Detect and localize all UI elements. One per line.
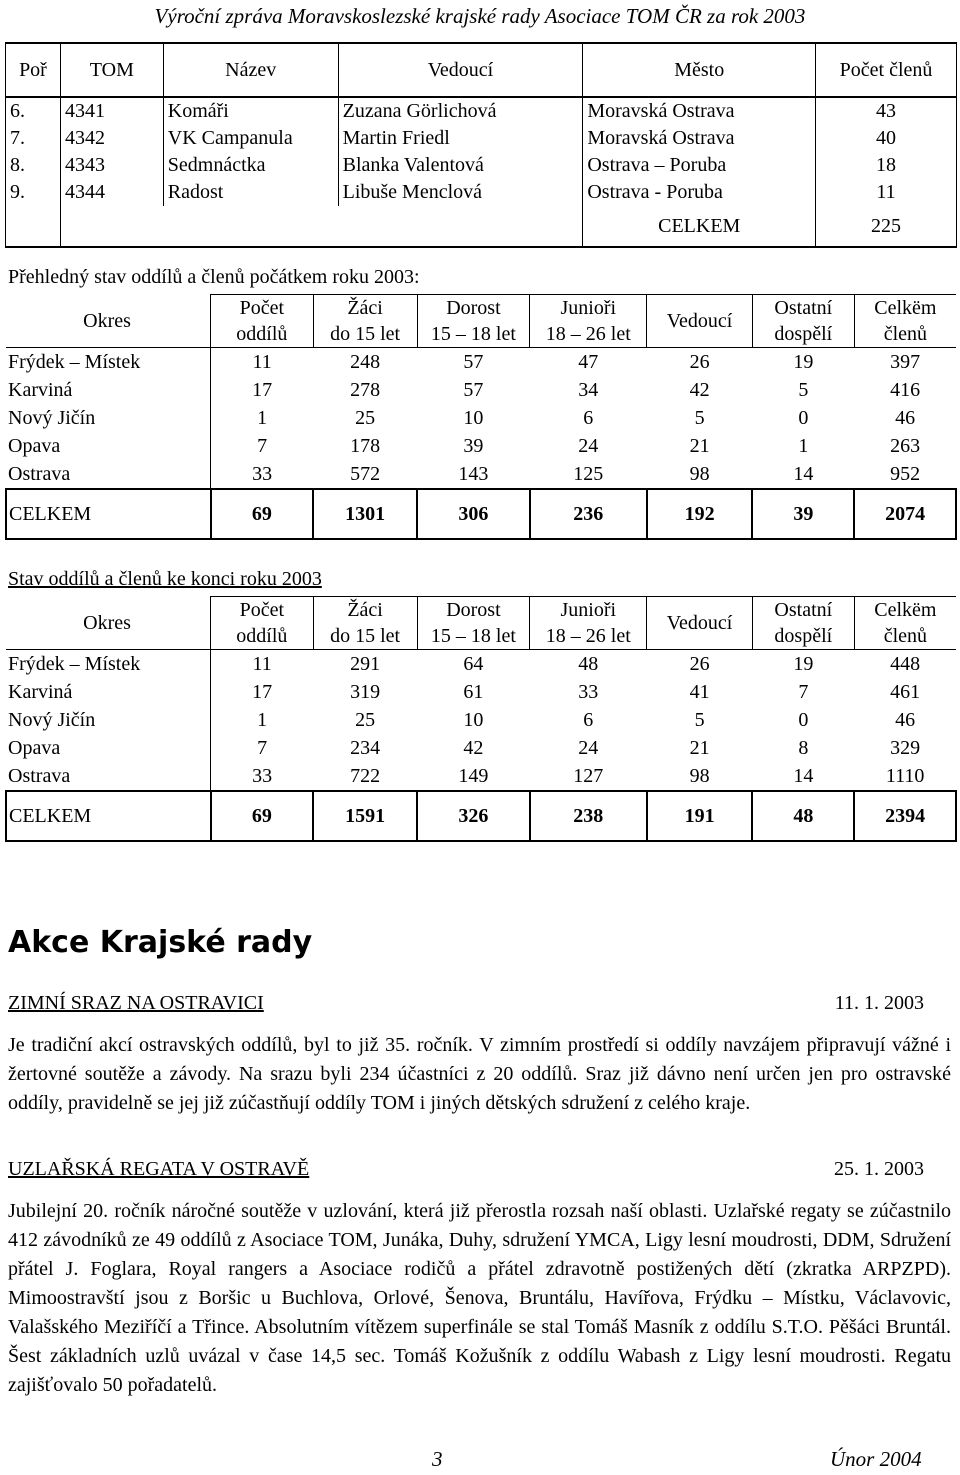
table-row	[6, 650, 956, 679]
table-row	[6, 734, 956, 762]
col-header-pocet-sub: oddílů	[211, 321, 314, 348]
total-cell: 326	[417, 791, 530, 841]
stat-cell: 416	[890, 378, 921, 401]
district-name: Opava	[6, 432, 211, 460]
stat-cell: 178	[350, 434, 381, 457]
stat-cell: 127	[573, 764, 604, 787]
total-label: CELKEM	[6, 489, 211, 539]
stat-cell: 10	[463, 406, 484, 429]
tom-number: 4342	[60, 125, 163, 152]
stat-cell: 46	[895, 708, 916, 731]
page-number: 3	[432, 1447, 443, 1471]
col-header-mesto: Město	[583, 43, 816, 97]
leader-name: Zuzana Görlichová	[338, 97, 583, 125]
table-row	[6, 152, 957, 179]
stat-cell: 0	[798, 708, 809, 731]
col-header-por: Poř	[6, 43, 61, 97]
unit-name: Radost	[163, 179, 338, 206]
stats-header-top	[6, 597, 956, 624]
col-header-vedouci: Vedoucí	[647, 597, 753, 650]
table-row	[6, 404, 956, 432]
stat-cell: 48	[578, 652, 599, 675]
table-row	[6, 762, 956, 791]
stat-cell: 14	[793, 462, 814, 485]
stat-cell: 125	[573, 462, 604, 485]
total-cell: 69	[211, 791, 314, 841]
stat-cell: 6	[583, 708, 594, 731]
total-cell: 192	[647, 489, 753, 539]
unit-name: Komáři	[163, 97, 338, 125]
leader-name: Blanka Valentová	[338, 152, 583, 179]
col-header-nazev: Název	[163, 43, 338, 97]
district-name: Nový Jičín	[6, 404, 211, 432]
stat-cell: 7	[798, 680, 809, 703]
stat-cell: 21	[689, 736, 710, 759]
district-name: Ostrava	[6, 762, 211, 791]
col-header-zaci: Žáci	[313, 295, 417, 322]
col-header-pocet: Počet	[211, 295, 314, 322]
col-header-celkem: Celkëm	[854, 597, 956, 624]
member-count: 18	[816, 152, 957, 179]
stat-cell: 24	[578, 434, 599, 457]
col-header-okres: Okres	[6, 597, 211, 650]
col-header-dorost: Dorost	[417, 597, 530, 624]
units-total-value: 225	[816, 206, 957, 247]
stat-cell: 41	[689, 680, 710, 703]
stat-cell: 42	[463, 736, 484, 759]
stat-cell: 5	[798, 378, 809, 401]
stat-cell: 263	[890, 434, 921, 457]
table-row	[6, 179, 957, 206]
stat-cell: 11	[252, 350, 272, 373]
col-header-juniori-sub: 18 – 26 let	[530, 623, 647, 650]
document-header-title: Výroční zpráva Moravskoslezské krajské rady Asociace TOM ČR za rok 2003	[154, 4, 806, 28]
col-header-zaci-sub: do 15 let	[313, 623, 417, 650]
stat-cell: 21	[689, 434, 710, 457]
stat-cell: 46	[895, 406, 916, 429]
stat-cell: 291	[350, 652, 381, 675]
stat-cell: 39	[463, 434, 484, 457]
col-header-pocet-sub: oddílů	[211, 623, 314, 650]
district-name: Nový Jičín	[6, 706, 211, 734]
stat-cell: 33	[578, 680, 599, 703]
stat-cell: 17	[252, 378, 273, 401]
col-header-dorost-sub: 15 – 18 let	[417, 321, 530, 348]
stat-cell: 149	[458, 764, 489, 787]
stat-cell: 57	[463, 378, 484, 401]
stat-cell: 26	[689, 652, 710, 675]
col-header-dorost-sub: 15 – 18 let	[417, 623, 530, 650]
stat-cell: 26	[689, 350, 710, 373]
table-row	[6, 376, 956, 404]
stats-total-row	[6, 791, 956, 841]
stat-cell: 61	[463, 680, 484, 703]
col-header-okres: Okres	[6, 295, 211, 348]
stat-cell: 1110	[885, 764, 925, 787]
city-name: Moravská Ostrava	[583, 125, 816, 152]
row-number: 8.	[6, 152, 61, 179]
total-cell: 238	[530, 791, 647, 841]
stat-cell: 448	[890, 652, 921, 675]
total-cell: 306	[417, 489, 530, 539]
table-row	[6, 460, 956, 489]
stat-cell: 25	[355, 406, 376, 429]
district-name: Frýdek – Místek	[6, 348, 211, 377]
stats-header-top	[6, 295, 956, 322]
footer-date: Únor 2004	[830, 1447, 922, 1471]
units-total-row	[6, 206, 957, 247]
col-header-juniori: Junioři	[530, 597, 647, 624]
col-header-vedouci: Vedoucí	[647, 295, 753, 348]
total-cell: 69	[211, 489, 314, 539]
tom-number: 4343	[60, 152, 163, 179]
col-header-ostatni: Ostatní	[752, 295, 854, 322]
stat-cell: 24	[578, 736, 599, 759]
table-row	[6, 125, 957, 152]
row-number: 6.	[6, 97, 61, 125]
stats-total-row	[6, 489, 956, 539]
units-table	[5, 42, 957, 248]
col-header-pocet: Počet	[211, 597, 314, 624]
col-header-celkem-sub: členů	[854, 321, 956, 348]
stat-cell: 25	[355, 708, 376, 731]
district-name: Karviná	[6, 678, 211, 706]
district-name: Karviná	[6, 376, 211, 404]
event-date: 25. 1. 2003	[834, 1158, 924, 1180]
leader-name: Libuše Menclová	[338, 179, 583, 206]
stat-cell: 14	[793, 764, 814, 787]
total-cell: 191	[647, 791, 753, 841]
stat-cell: 143	[458, 462, 489, 485]
total-cell: 1591	[313, 791, 417, 841]
stat-cell: 248	[350, 350, 381, 373]
stat-cell: 0	[798, 406, 809, 429]
table-row	[6, 348, 956, 377]
stat-cell: 278	[350, 378, 381, 401]
start-stats-table	[5, 294, 957, 540]
event-title: ZIMNÍ SRAZ NA OSTRAVICI	[8, 992, 264, 1014]
stat-cell: 10	[463, 708, 484, 731]
stat-cell: 5	[694, 708, 705, 731]
section-heading: Akce Krajské rady	[8, 925, 313, 960]
unit-name: Sedmnáctka	[163, 152, 338, 179]
stat-cell: 34	[578, 378, 599, 401]
units-total-label: CELKEM	[583, 206, 816, 247]
event-description: Jubilejní 20. ročník náročné soutěže v uzlování, která již přerostla rozsah naší oblasti. Uzlařské regaty se zúčastnilo 412 závodníků ze 49 oddílů z Asociace TOM, Junáka, Duhy, sdružení YMCA, Ligy lesní moudrosti, DDM, Sdružení přátel J. Foglara, Royal rangers a Asociace rodičů a přátel zdravotně postižených dětí (zkratka ARPZPD). Mimoostravští jsou z Boršic u Buchlova, Orlové, Šenova, Bruntálu, Havířova, Frýdku – Místku, Václavovic, Valašského Meziříčí a Třince. Absolutním vítězem superfinále se stal Tomáš Masník z oddílu S.T.O. Pěšáci Bruntál. Šest základních uzlů uvázal v čase 14,5 sec. Tomáš Kožušník z oddílu Wabash z Ligy lesní moudrosti. Regatu zajišťovalo 50 pořadatelů.	[8, 1200, 951, 1396]
stat-cell: 1	[257, 708, 268, 731]
stat-cell: 7	[257, 736, 268, 759]
member-count: 43	[816, 97, 957, 125]
member-count: 11	[816, 179, 957, 206]
leader-name: Martin Friedl	[338, 125, 583, 152]
col-header-juniori: Junioři	[530, 295, 647, 322]
stat-cell: 19	[793, 350, 814, 373]
district-name: Ostrava	[6, 460, 211, 489]
tom-number: 4341	[60, 97, 163, 125]
table-row	[6, 678, 956, 706]
units-table-header	[6, 43, 957, 97]
row-number: 7.	[6, 125, 61, 152]
stat-cell: 33	[252, 462, 273, 485]
stat-cell: 1	[798, 434, 809, 457]
total-cell: 236	[530, 489, 647, 539]
tom-number: 4344	[60, 179, 163, 206]
city-name: Ostrava - Poruba	[583, 179, 816, 206]
stat-cell: 17	[252, 680, 273, 703]
table-row	[6, 432, 956, 460]
stat-cell: 952	[890, 462, 921, 485]
city-name: Ostrava – Poruba	[583, 152, 816, 179]
stat-cell: 572	[350, 462, 381, 485]
stat-cell: 397	[890, 350, 921, 373]
col-header-ostatni-sub: dospělí	[752, 321, 854, 348]
unit-name: VK Campanula	[163, 125, 338, 152]
col-header-tom: TOM	[60, 43, 163, 97]
start-stats-label: Přehledný stav oddílů a členů počátkem roku 2003:	[8, 266, 420, 288]
total-cell: 1301	[313, 489, 417, 539]
stat-cell: 5	[694, 406, 705, 429]
stat-cell: 8	[798, 736, 809, 759]
col-header-dorost: Dorost	[417, 295, 530, 322]
event-date: 11. 1. 2003	[834, 992, 924, 1014]
total-label: CELKEM	[6, 791, 211, 841]
city-name: Moravská Ostrava	[583, 97, 816, 125]
member-count: 40	[816, 125, 957, 152]
stat-cell: 11	[252, 652, 272, 675]
total-cell: 2074	[854, 489, 956, 539]
col-header-ostatni-sub: dospělí	[752, 623, 854, 650]
stat-cell: 461	[890, 680, 921, 703]
col-header-pocet-clenu: Počet členů	[816, 43, 957, 97]
col-header-ostatni: Ostatní	[752, 597, 854, 624]
stat-cell: 98	[689, 764, 710, 787]
stat-cell: 6	[583, 406, 594, 429]
event-title: UZLAŘSKÁ REGATA V OSTRAVĚ	[8, 1158, 310, 1180]
stat-cell: 19	[793, 652, 814, 675]
stat-cell: 329	[890, 736, 921, 759]
stat-cell: 42	[689, 378, 710, 401]
stat-cell: 57	[463, 350, 484, 373]
total-cell: 2394	[854, 791, 956, 841]
stat-cell: 234	[350, 736, 381, 759]
table-row	[6, 706, 956, 734]
stat-cell: 7	[257, 434, 268, 457]
district-name: Opava	[6, 734, 211, 762]
total-cell: 48	[752, 791, 854, 841]
stat-cell: 64	[463, 652, 484, 675]
stat-cell: 722	[350, 764, 381, 787]
table-row	[6, 97, 957, 125]
stat-cell: 319	[350, 680, 381, 703]
row-number: 9.	[6, 179, 61, 206]
col-header-juniori-sub: 18 – 26 let	[530, 321, 647, 348]
end-stats-table	[5, 596, 957, 842]
col-header-zaci-sub: do 15 let	[313, 321, 417, 348]
end-stats-label: Stav oddílů a členů ke konci roku 2003	[8, 568, 322, 590]
col-header-zaci: Žáci	[313, 597, 417, 624]
stat-cell: 47	[578, 350, 599, 373]
total-cell: 39	[752, 489, 854, 539]
col-header-vedouci: Vedoucí	[338, 43, 583, 97]
col-header-celkem-sub: členů	[854, 623, 956, 650]
stat-cell: 98	[689, 462, 710, 485]
district-name: Frýdek – Místek	[6, 650, 211, 679]
stat-cell: 33	[252, 764, 273, 787]
stat-cell: 1	[257, 406, 268, 429]
col-header-celkem: Celkëm	[854, 295, 956, 322]
event-description: Je tradiční akcí ostravských oddílů, byl to již 35. ročník. V zimním prostředí si oddíly navzájem připravují vážné i žertovné soutěže a závody. Na srazu byli 234 účastníci z 20 oddílů. Sraz již dávno není určen jen pro ostravské oddíly, pravidelně se jej již zúčastňují oddíly TOM i jiných dětských sdružení z celého kraje.	[8, 1034, 951, 1114]
